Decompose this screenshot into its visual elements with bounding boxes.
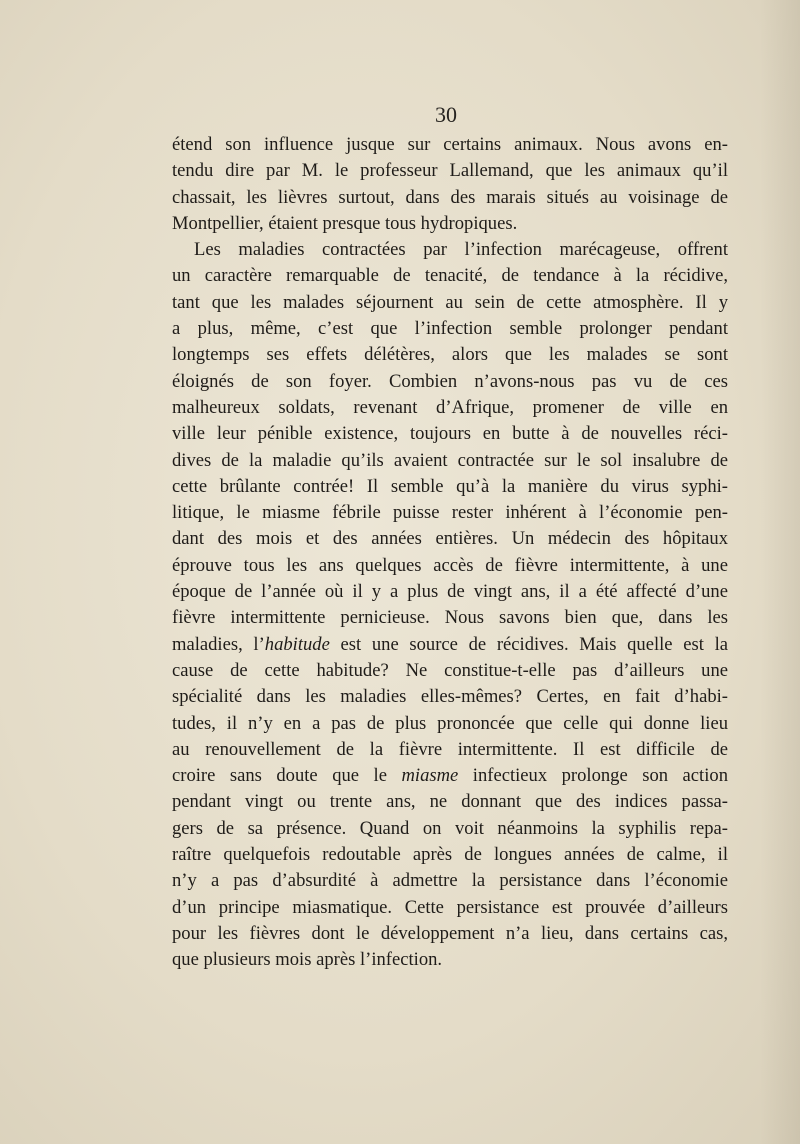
text-line: un caractère remarquable de tenacité, de tendance à la récidive, (172, 265, 728, 287)
text-line: cette brûlante contrée! Il semble qu’à la manière du virus syphi- (172, 475, 728, 497)
text-line: éloignés de son foyer. Combien n’avons-nous pas vu de ces (172, 370, 728, 392)
text-line: litique, le miasme fébrile puisse rester inhérent à l’économie pen- (172, 502, 728, 524)
text-line: d’un principe miasmatique. Cette persistance est prouvée d’ailleurs (172, 896, 728, 918)
italic-term: habitude (264, 633, 330, 655)
text-line: dives de la maladie qu’ils avaient contractée sur le sol insalubre de (172, 449, 728, 471)
text-line: cause de cette habitude? Ne constitue-t-elle pas d’ailleurs une (172, 659, 728, 681)
text-line: spécialité dans les maladies elles-mêmes? Certes, en fait d’habi- (172, 686, 728, 708)
text-line: gers de sa présence. Quand on voit néanmoins la syphilis repa- (172, 817, 728, 839)
text-line: époque de l’année où il y a plus de vingt ans, il a été affecté d’une (172, 581, 728, 603)
text-line: que plusieurs mois après l’infection. (172, 949, 443, 971)
text-line: éprouve tous les ans quelques accès de fièvre intermittente, à une (172, 554, 728, 576)
text-line: fièvre intermittente pernicieuse. Nous savons bien que, dans les (172, 607, 728, 629)
text-line: longtemps ses effets délétères, alors que les malades se sont (172, 344, 728, 366)
text-line: au renouvellement de la fièvre intermittente. Il est difficile de (172, 738, 728, 760)
italic-term: miasme (401, 765, 459, 787)
text-line: ville leur pénible existence, toujours en butte à de nouvelles réci- (172, 423, 728, 445)
text-line: chassait, les lièvres surtout, dans des marais situés au voisinage de (172, 186, 728, 208)
text-segment: infectieux prolonge son action (458, 765, 728, 787)
text-line: étend son influence jusque sur certains animaux. Nous avons en- (172, 134, 728, 155)
text-line: tudes, il n’y en a pas de plus prononcée que celle qui donne lieu (172, 712, 728, 734)
text-line-with-italic (172, 763, 728, 789)
text-line: n’y a pas d’absurdité à admettre la persistance dans l’économie (172, 870, 728, 892)
paragraph-start-line: Les maladies contractées par l’infection marécageuse, offrent (194, 239, 728, 261)
text-line: raître quelquefois redoutable après de longues années de calme, il (172, 844, 728, 866)
text-segment: maladies, l’ (172, 633, 265, 655)
body-text (172, 132, 728, 974)
text-segment: est une source de récidives. Mais quelle est la (329, 633, 728, 655)
page-number: 30 (435, 102, 457, 127)
text-line: pendant vingt ou trente ans, ne donnant que des indices passa- (172, 791, 728, 813)
text-line: tant que les malades séjournent au sein de cette atmosphère. Il y (172, 291, 728, 313)
text-line: pour les fièvres dont le développement n’a lieu, dans certains cas, (172, 922, 728, 944)
text-line: a plus, même, c’est que l’infection semble prolonger pendant (172, 318, 728, 340)
text-segment: croire sans doute que le (172, 765, 402, 787)
text-line-with-italic (172, 632, 728, 658)
text-line: dant des mois et des années entières. Un médecin des hôpitaux (172, 528, 728, 550)
text-line: malheureux soldats, revenant d’Afrique, promener de ville en (172, 396, 728, 418)
text-line: Montpellier, étaient presque tous hydropiques. (172, 212, 518, 234)
text-line: tendu dire par M. le professeur Lallemand, que les animaux qu’il (172, 160, 728, 182)
